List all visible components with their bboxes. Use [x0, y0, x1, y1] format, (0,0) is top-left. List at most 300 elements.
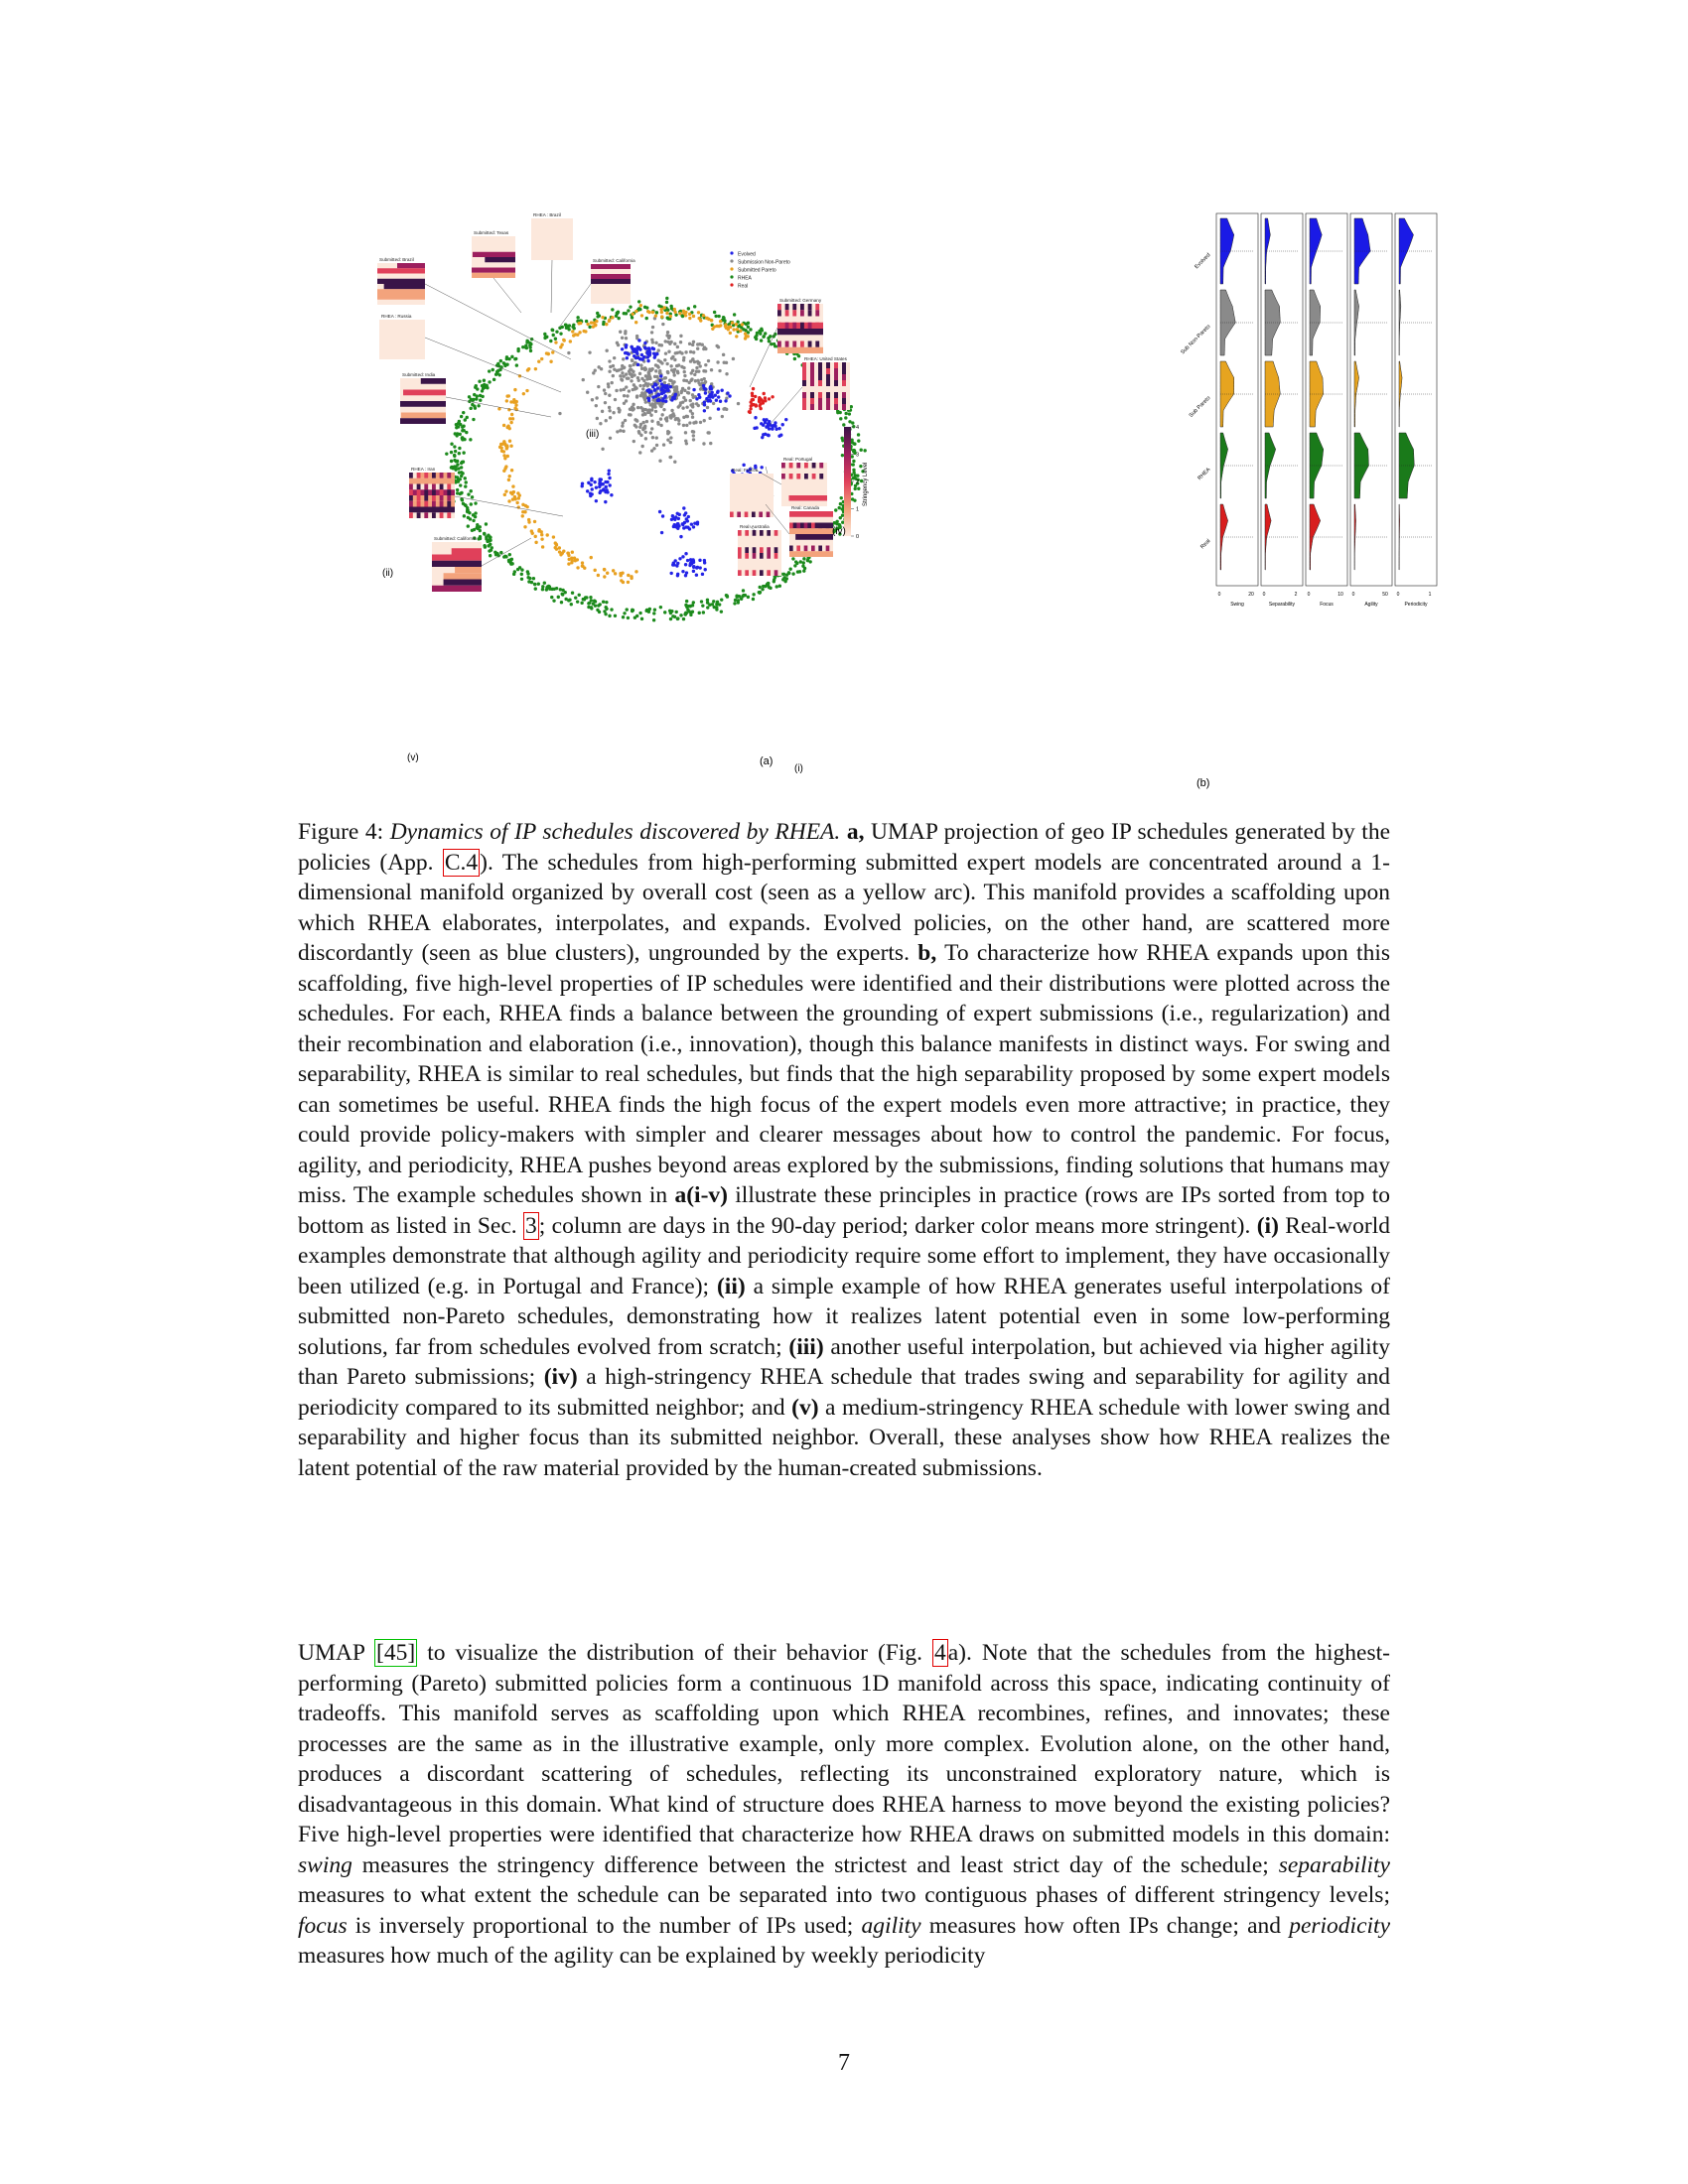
- umap-point: [737, 599, 740, 602]
- umap-point: [645, 377, 648, 380]
- heatmap-cell: [802, 398, 806, 404]
- umap-point: [692, 570, 695, 573]
- umap-point: [703, 561, 706, 564]
- umap-point: [455, 434, 458, 437]
- umap-point: [476, 394, 479, 397]
- umap-point: [505, 399, 508, 402]
- heatmap-cell: [800, 310, 804, 316]
- heatmap-cell: [818, 546, 822, 552]
- heatmap-cell: [826, 368, 830, 374]
- umap-point: [510, 469, 513, 472]
- heatmap-cell: [409, 478, 455, 484]
- umap-point: [666, 317, 669, 320]
- violin-shape: [1310, 504, 1321, 570]
- umap-point: [527, 367, 530, 370]
- heatmap-cell: [447, 489, 451, 495]
- umap-point: [708, 398, 711, 401]
- umap-point: [702, 611, 705, 614]
- umap-point: [503, 364, 506, 367]
- umap-point: [666, 331, 669, 334]
- umap-point: [462, 425, 465, 428]
- umap-point: [689, 399, 692, 402]
- heatmap-cell: [409, 473, 413, 478]
- umap-point: [793, 357, 796, 360]
- heatmap-cell: [417, 489, 421, 495]
- umap-point: [606, 572, 609, 575]
- umap-point: [637, 307, 640, 310]
- umap-point: [623, 612, 626, 614]
- violin-tick-label: 0: [1307, 592, 1311, 598]
- umap-point: [665, 297, 668, 300]
- umap-point: [486, 540, 489, 543]
- umap-point: [634, 570, 637, 573]
- umap-point: [521, 514, 524, 517]
- heatmap-cell: [472, 273, 515, 278]
- umap-point: [576, 600, 579, 603]
- umap-point: [693, 305, 696, 308]
- umap-point: [552, 334, 555, 337]
- umap-point: [717, 407, 720, 410]
- umap-point: [631, 359, 633, 362]
- violin-row-label: Evolved: [1194, 252, 1212, 271]
- umap-point: [584, 330, 587, 333]
- umap-point: [607, 473, 610, 476]
- umap-point: [485, 522, 488, 525]
- umap-point: [590, 606, 593, 609]
- umap-point: [851, 441, 854, 444]
- caption-ii-text: a simple example of how RHEA generates useful interpolations of submitted non-Pareto schedules, demonstrating how it realizes latent potential even in some low-performing solutions, far from schedules evolved from scratch;: [298, 1273, 1390, 1360]
- umap-point: [788, 568, 791, 571]
- umap-point: [474, 501, 477, 504]
- umap-point: [684, 525, 687, 528]
- heatmap-cell: [795, 534, 833, 540]
- umap-point: [684, 552, 687, 555]
- umap-point: [675, 364, 678, 367]
- umap-point: [521, 503, 524, 506]
- umap-point: [475, 397, 478, 400]
- umap-point: [666, 438, 669, 441]
- umap-point: [504, 555, 507, 558]
- umap-point: [622, 357, 625, 360]
- heatmap-cell: [810, 404, 814, 410]
- umap-point: [675, 387, 678, 390]
- umap-point: [796, 570, 799, 573]
- term-agility: agility: [861, 1912, 921, 1939]
- body-text: is inversely proportional to the number of IPs used;: [347, 1912, 862, 1939]
- caption-a-label: a,: [840, 819, 865, 845]
- heatmap-cell: [796, 523, 800, 529]
- ref-section-3[interactable]: 3: [525, 1212, 537, 1239]
- umap-point: [741, 595, 744, 598]
- legend-marker: [730, 283, 733, 286]
- umap-point: [624, 332, 627, 335]
- umap-point: [616, 430, 619, 433]
- umap-point: [673, 308, 676, 311]
- umap-point: [760, 466, 763, 469]
- umap-point: [658, 379, 661, 382]
- heatmap-cell: [810, 398, 814, 404]
- umap-point: [626, 356, 629, 359]
- heatmap-cell: [424, 495, 428, 501]
- umap-point: [461, 461, 464, 464]
- umap-point: [548, 585, 551, 588]
- umap-point: [453, 465, 456, 468]
- figure-4: [288, 199, 1432, 789]
- heatmap-cell: [818, 362, 822, 368]
- umap-point: [601, 316, 604, 319]
- umap-point: [659, 405, 662, 408]
- umap-point: [558, 546, 561, 549]
- umap-point: [457, 425, 460, 428]
- umap-point: [654, 410, 657, 413]
- colorbar-tick-label: 3: [856, 452, 860, 459]
- umap-point: [621, 347, 624, 350]
- umap-point: [707, 431, 710, 434]
- heatmap-cell: [432, 495, 436, 501]
- heatmap-cell: [447, 501, 451, 507]
- citation-45[interactable]: [45]: [376, 1640, 416, 1666]
- violin-plot-panel: [1180, 213, 1437, 608]
- umap-point: [646, 359, 649, 362]
- umap-point: [753, 427, 756, 430]
- umap-point: [567, 328, 570, 331]
- heatmap-cell: [842, 380, 846, 386]
- umap-point: [665, 301, 668, 304]
- umap-point: [471, 403, 474, 406]
- umap-point: [619, 429, 622, 432]
- umap-point: [748, 410, 751, 413]
- umap-point: [495, 371, 498, 374]
- umap-point: [695, 402, 698, 405]
- umap-point: [621, 424, 624, 427]
- heatmap-cell: [785, 310, 789, 316]
- umap-point: [677, 422, 680, 425]
- umap-point: [664, 400, 667, 403]
- umap-point: [637, 379, 640, 382]
- heatmap-cell: [789, 463, 793, 469]
- umap-point: [749, 328, 752, 331]
- umap-point: [534, 535, 537, 538]
- umap-point: [673, 461, 676, 464]
- heatmap-cell: [819, 474, 823, 479]
- umap-point: [549, 360, 552, 363]
- heatmap-cell: [417, 473, 421, 478]
- umap-point: [612, 411, 615, 414]
- umap-point: [640, 367, 643, 370]
- umap-point: [630, 345, 633, 348]
- umap-point: [559, 332, 562, 335]
- umap-point: [691, 405, 694, 408]
- umap-point: [651, 326, 654, 329]
- umap-point: [683, 521, 686, 524]
- umap-point: [483, 379, 486, 382]
- umap-point: [768, 586, 771, 589]
- heatmap-cell: [738, 530, 742, 536]
- umap-point: [598, 611, 601, 614]
- umap-point: [655, 352, 658, 355]
- umap-point: [762, 585, 765, 588]
- umap-point: [741, 323, 744, 326]
- umap-point: [644, 400, 647, 403]
- heatmap-cell: [808, 304, 812, 310]
- umap-point: [638, 612, 641, 614]
- umap-point: [842, 423, 845, 426]
- caption-lead: Figure 4:: [298, 819, 390, 845]
- umap-point: [467, 524, 470, 527]
- violin-tick-label: 0: [1262, 592, 1266, 598]
- umap-point: [758, 396, 761, 399]
- schedule-title: RHEA : Iran: [411, 467, 436, 472]
- umap-point: [474, 515, 477, 518]
- umap-point: [769, 335, 772, 338]
- umap-point: [584, 596, 587, 599]
- umap-point: [642, 384, 645, 387]
- label-iii: (iii): [586, 429, 600, 440]
- umap-point: [627, 309, 630, 312]
- colorbar-tick-label: 0: [856, 534, 860, 540]
- umap-point: [704, 380, 707, 383]
- heatmap-cell: [834, 380, 838, 386]
- umap-point: [682, 506, 685, 509]
- umap-point: [663, 306, 666, 309]
- umap-point: [523, 510, 526, 513]
- umap-point: [672, 414, 675, 417]
- umap-point: [655, 311, 658, 314]
- umap-point: [459, 492, 462, 495]
- umap-point: [631, 609, 633, 612]
- umap-point: [634, 425, 637, 428]
- umap-point: [703, 401, 706, 404]
- umap-point: [466, 510, 469, 513]
- umap-point: [682, 424, 685, 427]
- heatmap-cell: [377, 279, 425, 284]
- umap-point: [620, 579, 623, 582]
- umap-point: [600, 482, 603, 485]
- umap-point: [676, 370, 679, 373]
- umap-point: [668, 414, 671, 417]
- umap-point: [651, 405, 654, 408]
- umap-point: [618, 410, 621, 413]
- umap-point: [771, 425, 774, 428]
- umap-point: [854, 474, 857, 477]
- heatmap-cell: [444, 580, 482, 586]
- umap-point: [479, 399, 482, 402]
- umap-point: [462, 502, 465, 505]
- umap-point: [552, 535, 555, 538]
- umap-point: [850, 405, 853, 408]
- umap-point: [555, 587, 558, 590]
- umap-point: [723, 319, 726, 322]
- umap-point: [665, 384, 668, 387]
- umap-point: [599, 603, 602, 606]
- heatmap-cell: [802, 368, 806, 374]
- umap-point: [490, 548, 492, 551]
- umap-point: [667, 350, 670, 353]
- umap-point: [567, 558, 570, 561]
- umap-point: [664, 340, 667, 342]
- umap-point: [650, 408, 653, 411]
- umap-point: [755, 334, 758, 337]
- umap-point: [513, 357, 516, 360]
- heatmap-background: [730, 474, 774, 517]
- umap-point: [717, 395, 720, 398]
- umap-point: [665, 334, 668, 337]
- heatmap-cell: [447, 484, 451, 490]
- heatmap-cell: [842, 398, 846, 404]
- heatmap-cell: [440, 484, 444, 490]
- heatmap-cell: [774, 530, 778, 536]
- umap-point: [747, 596, 750, 599]
- heatmap-cell: [818, 374, 822, 380]
- umap-point: [661, 514, 664, 517]
- umap-point: [689, 562, 692, 565]
- umap-point: [761, 588, 764, 591]
- umap-point: [657, 393, 660, 396]
- umap-point: [716, 360, 719, 363]
- umap-point: [474, 386, 477, 389]
- umap-point: [614, 614, 617, 617]
- umap-point: [625, 343, 628, 346]
- umap-point: [701, 604, 704, 607]
- umap-point: [597, 574, 600, 577]
- umap-point: [728, 326, 731, 329]
- legend-entry: Submission Non-Pareto: [738, 259, 790, 266]
- heatmap-cell: [745, 553, 749, 559]
- umap-point: [508, 475, 511, 478]
- caption-v-label: (v): [791, 1394, 819, 1421]
- heatmap-cell: [774, 547, 778, 553]
- umap-point: [660, 315, 663, 318]
- umap-point: [555, 331, 558, 334]
- umap-point: [761, 436, 764, 439]
- umap-point: [458, 452, 461, 455]
- umap-point: [691, 343, 694, 346]
- umap-point: [700, 378, 703, 381]
- umap-point: [713, 606, 716, 609]
- umap-point: [537, 359, 540, 362]
- umap-point: [507, 499, 510, 502]
- heatmap-cell: [842, 392, 846, 398]
- umap-point: [470, 489, 473, 492]
- umap-point: [627, 376, 630, 379]
- umap-point: [621, 378, 624, 381]
- umap-point: [499, 443, 502, 446]
- violin-shape: [1310, 290, 1321, 355]
- umap-point: [612, 364, 615, 367]
- umap-point: [637, 300, 640, 303]
- umap-point: [683, 370, 686, 373]
- umap-point: [551, 350, 554, 353]
- umap-point: [657, 348, 660, 351]
- umap-point: [684, 431, 687, 434]
- umap-point: [633, 440, 635, 443]
- heatmap-cell: [789, 528, 833, 534]
- heatmap-cell: [417, 501, 421, 507]
- heatmap-cell: [737, 512, 741, 518]
- ref-appendix-c4[interactable]: C.4: [444, 849, 479, 876]
- umap-point: [718, 369, 721, 372]
- heatmap-cell: [826, 546, 830, 552]
- panel-b-label: (b): [1196, 777, 1210, 789]
- page-number: 7: [838, 2050, 850, 2076]
- caption-iii-text: another useful interpolation, but achieved via higher agility than Pareto submissions;: [298, 1333, 1390, 1390]
- umap-point: [552, 599, 555, 602]
- violin-column-label: Agility: [1364, 602, 1378, 608]
- umap-point: [752, 598, 755, 601]
- heatmap-cell: [810, 374, 814, 380]
- schedule-title: Submitted: Brazil: [379, 257, 414, 262]
- umap-point: [777, 427, 780, 430]
- umap-point: [693, 373, 696, 376]
- umap-point: [774, 428, 777, 431]
- connector-line: [446, 397, 551, 417]
- umap-point: [718, 603, 721, 606]
- umap-point: [622, 421, 625, 424]
- umap-point: [567, 562, 570, 565]
- umap-point: [735, 323, 738, 326]
- heatmap-cell: [800, 304, 804, 310]
- umap-point: [654, 369, 657, 372]
- umap-point: [625, 399, 628, 402]
- umap-point: [621, 337, 624, 340]
- umap-point: [674, 525, 677, 528]
- umap-point: [669, 305, 672, 308]
- umap-point: [760, 339, 763, 341]
- umap-point: [663, 358, 666, 361]
- umap-point: [602, 321, 605, 324]
- umap-point: [467, 492, 470, 495]
- umap-point: [691, 558, 694, 561]
- umap-point: [702, 347, 705, 350]
- heatmap-cell: [785, 341, 789, 347]
- umap-point: [650, 420, 653, 423]
- umap-point: [660, 386, 663, 389]
- umap-point: [500, 450, 503, 453]
- umap-point: [546, 352, 549, 355]
- umap-point: [764, 396, 767, 399]
- umap-point: [626, 394, 629, 397]
- heatmap-cell: [417, 484, 421, 490]
- umap-point: [623, 388, 626, 391]
- umap-point: [774, 344, 776, 347]
- umap-point: [774, 425, 776, 428]
- body-text: measures how much of the agility can be explained by weekly periodicity: [298, 1943, 986, 1969]
- heatmap-cell: [424, 501, 428, 507]
- umap-point: [692, 566, 695, 569]
- umap-point: [629, 305, 632, 308]
- umap-point: [785, 577, 788, 580]
- umap-point: [657, 398, 660, 401]
- umap-point: [841, 514, 844, 517]
- umap-point: [484, 385, 487, 388]
- umap-point: [596, 312, 599, 315]
- heatmap-cell: [767, 553, 771, 559]
- caption-b-text-3: ; column are days in the 90-day period; darker color means more stringent).: [538, 1212, 1257, 1239]
- umap-point: [550, 588, 553, 591]
- umap-point: [523, 525, 526, 528]
- umap-point: [629, 364, 632, 367]
- heatmap-cell: [401, 413, 446, 419]
- umap-point: [715, 399, 718, 402]
- heatmap-cell: [767, 570, 771, 576]
- umap-point: [676, 345, 679, 348]
- umap-point: [652, 351, 655, 354]
- umap-point: [758, 591, 761, 594]
- umap-point: [590, 556, 593, 559]
- heatmap-cell: [447, 512, 451, 518]
- umap-point: [736, 328, 739, 331]
- ref-figure-4[interactable]: 4: [934, 1640, 946, 1666]
